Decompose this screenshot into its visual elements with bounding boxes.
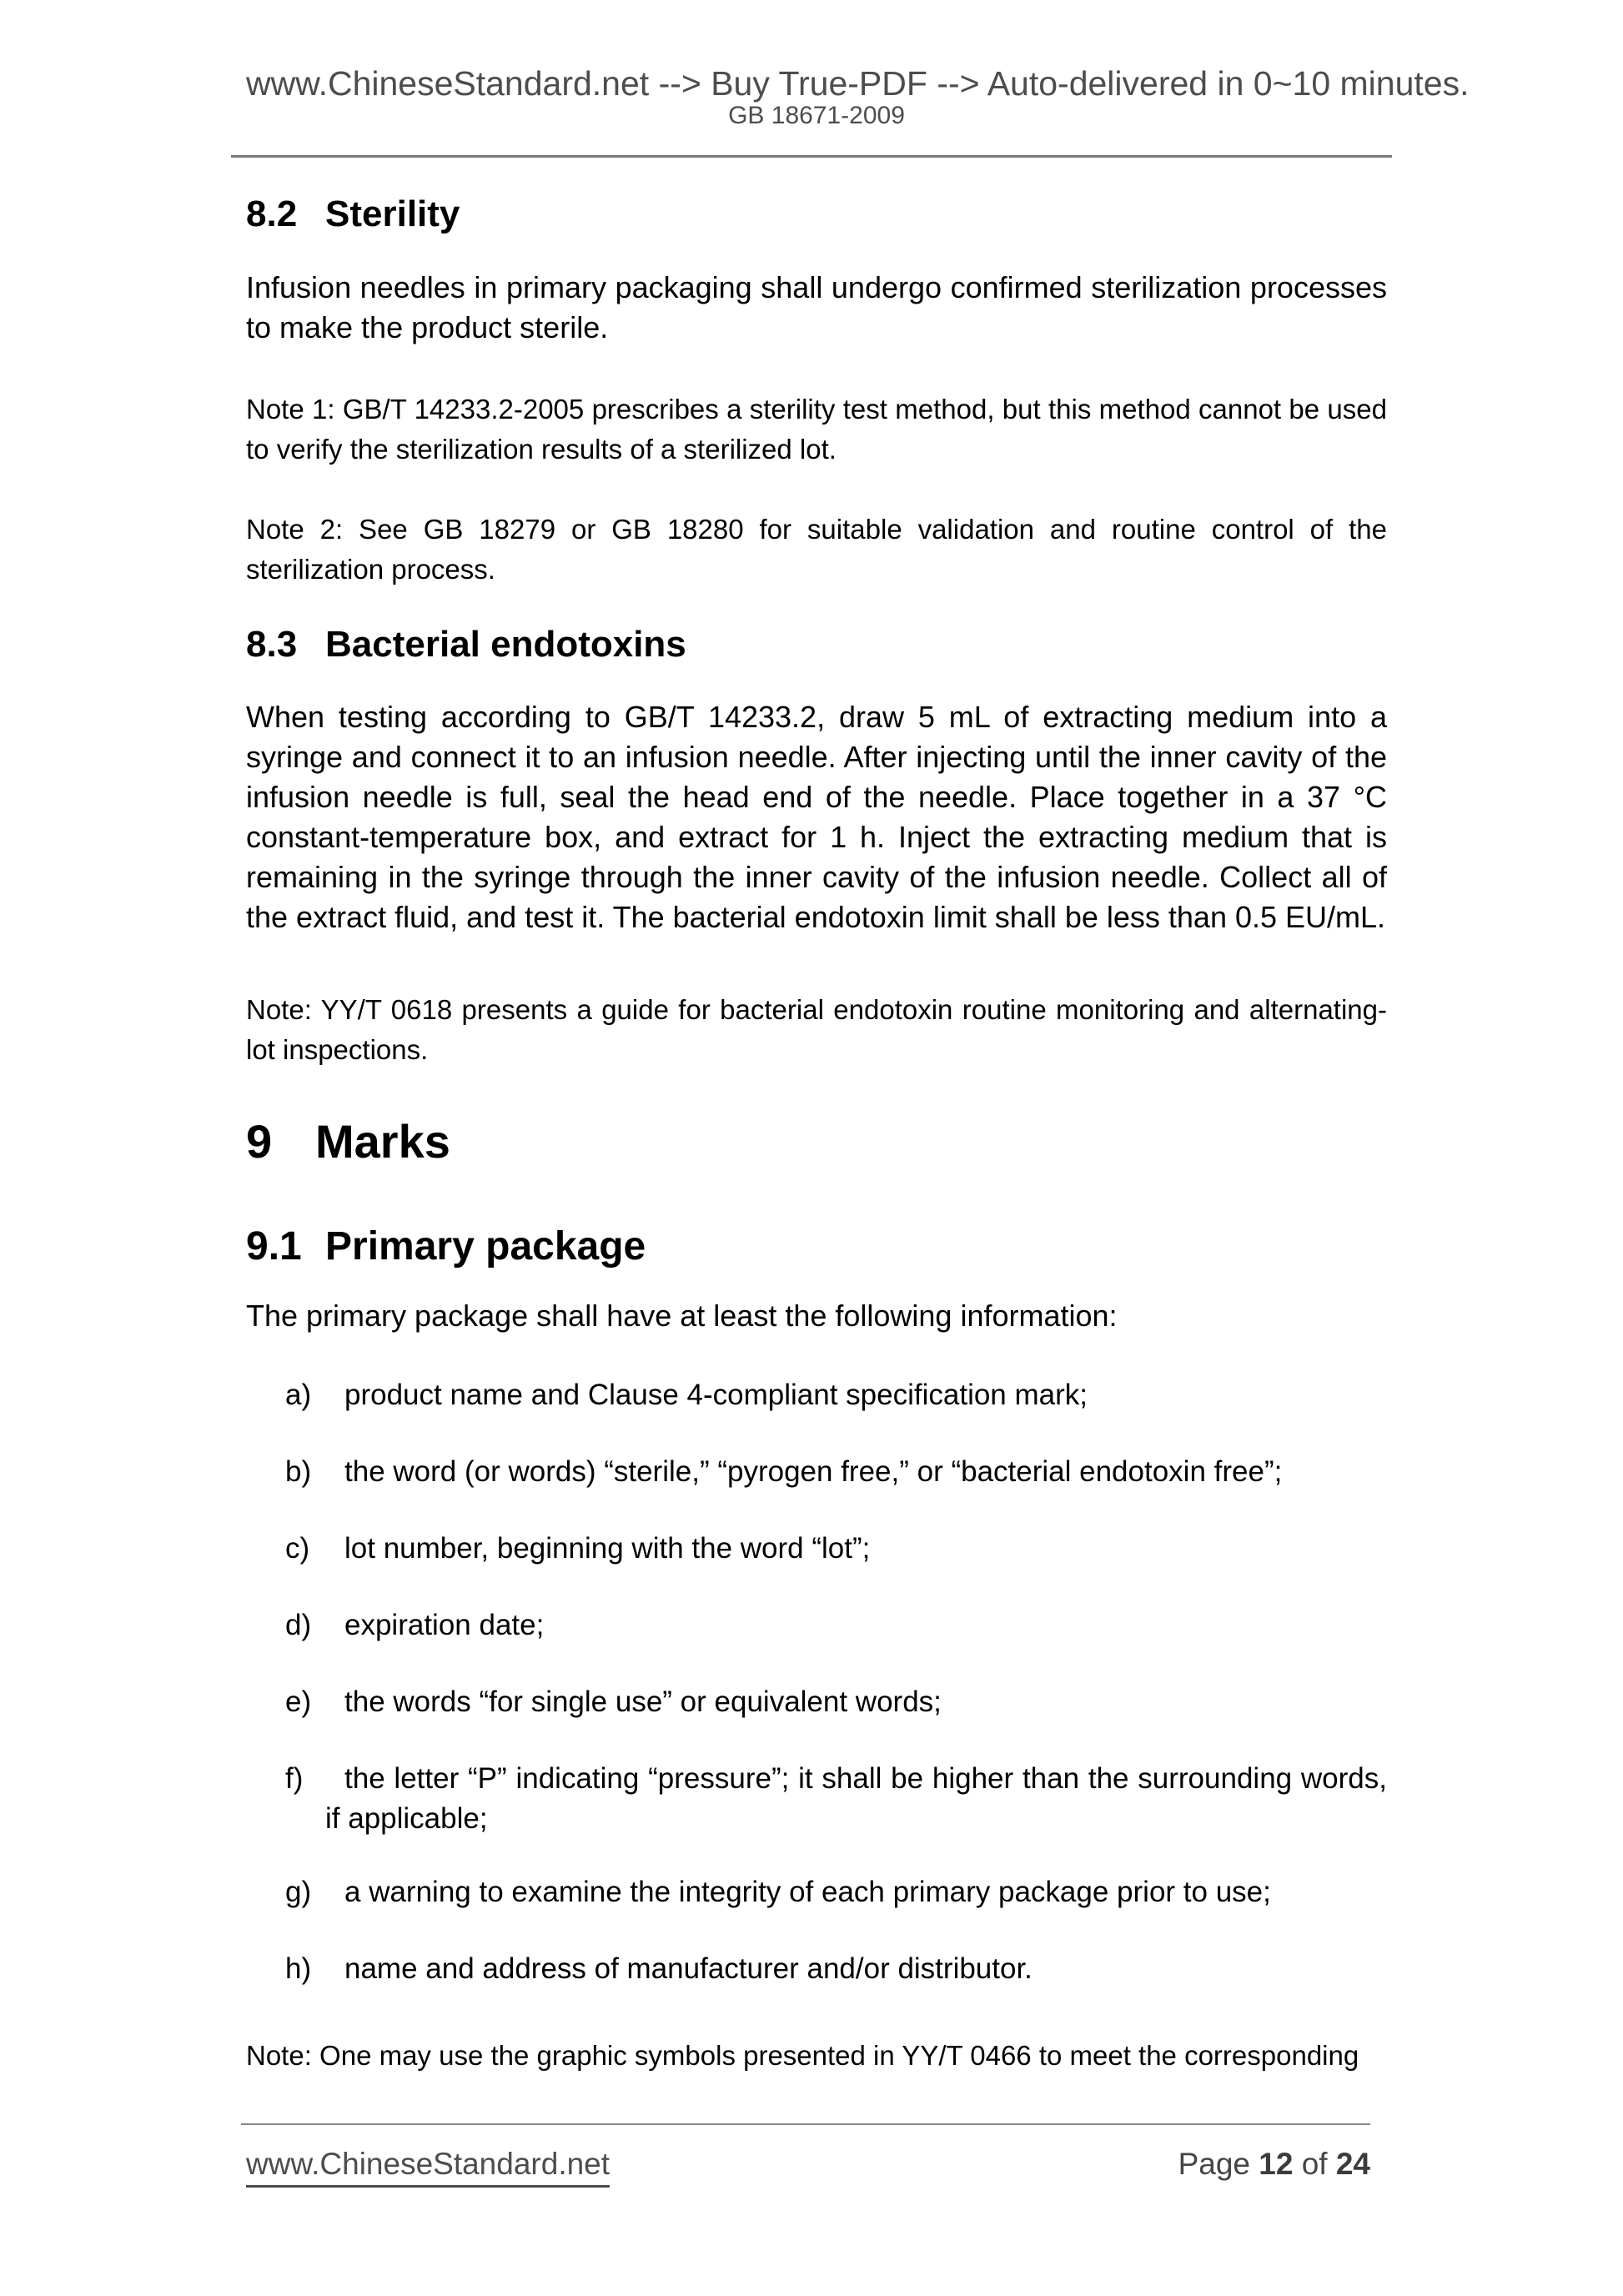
page-total: 24	[1335, 2147, 1370, 2181]
list-item	[246, 1949, 1387, 1989]
item-marker: h)	[285, 1952, 312, 1985]
section-8-2-heading	[246, 193, 1387, 236]
heading-number: 9	[246, 1115, 273, 1168]
item-text: the word (or words) “sterile,” “pyrogen free,” or “bacterial endotoxin free”;	[344, 1455, 1283, 1488]
header-tagline: www.ChineseStandard.net --> Buy True-PDF --> Auto-delivered in 0~10 minutes.	[246, 64, 1470, 103]
page-header	[246, 64, 1470, 130]
section-8-3-note: Note: YY/T 0618 presents a guide for bacterial endotoxin routine monitoring and alternating-lot inspections.	[246, 994, 1387, 1065]
section-9-1-note: Note: One may use the graphic symbols presented in YY/T 0466 to meet the corresponding	[246, 2040, 1359, 2071]
section-8-2-note-1: Note 1: GB/T 14233.2-2005 prescribes a sterility test method, but this method cannot be used to verify the sterilization results of a sterilized lot.	[246, 394, 1387, 465]
heading-title: Marks	[315, 1115, 450, 1168]
heading-title: Primary package	[325, 1224, 646, 1269]
item-text: the words “for single use” or equivalent words;	[344, 1686, 942, 1718]
list-item	[246, 1529, 1387, 1569]
section-9-heading	[246, 1115, 1387, 1168]
section-8-2-note-2: Note 2: See GB 18279 or GB 18280 for suitable validation and routine control of the sterilization process.	[246, 514, 1387, 585]
page-current: 12	[1259, 2147, 1294, 2181]
list-item	[246, 1872, 1387, 1912]
primary-package-list	[246, 1375, 1387, 1989]
header-divider	[231, 155, 1392, 158]
list-item	[246, 1759, 1387, 1839]
item-marker: c)	[285, 1532, 310, 1565]
page-footer	[246, 2123, 1387, 2188]
page-indicator	[1178, 2144, 1370, 2184]
item-marker: d)	[285, 1609, 312, 1641]
section-8-3-paragraph: When testing according to GB/T 14233.2, draw 5 mL of extracting medium into a syringe and connect it to an infusion needle. After injecting until the inner cavity of the infusion needle is full, seal the head end of the needle. Place together in a 37 °C constant-temperature box, and extract for 1 h. Inject the extracting medium that is remaining in the syringe through the inner cavity of the infusion needle. Collect all of the extract fluid, and test it. The bacterial endotoxin limit shall be less than 0.5 EU/mL.	[246, 700, 1387, 934]
section-9-1-heading	[246, 1223, 1387, 1270]
section-9-1-paragraph: The primary package shall have at least the following information:	[246, 1299, 1118, 1333]
heading-title: Sterility	[325, 193, 460, 234]
section-8-3-heading	[246, 623, 1387, 666]
page-label: Page	[1178, 2147, 1250, 2181]
item-text: name and address of manufacturer and/or distributor.	[344, 1952, 1033, 1985]
item-marker: b)	[285, 1455, 312, 1488]
heading-number: 8.2	[246, 193, 298, 234]
footer-divider	[241, 2123, 1370, 2125]
list-item	[246, 1375, 1387, 1415]
item-text: a warning to examine the integrity of each primary package prior to use;	[344, 1876, 1271, 1908]
heading-number: 8.3	[246, 624, 298, 665]
item-marker: e)	[285, 1686, 312, 1718]
item-text: expiration date;	[344, 1609, 545, 1641]
list-item	[246, 1605, 1387, 1645]
page-separator: of	[1301, 2147, 1328, 2181]
item-text: product name and Clause 4-compliant specification mark;	[344, 1379, 1088, 1411]
footer-site-link[interactable]: www.ChineseStandard.net	[246, 2144, 610, 2188]
heading-number: 9.1	[246, 1224, 302, 1269]
heading-title: Bacterial endotoxins	[325, 624, 686, 665]
item-marker: f)	[285, 1762, 304, 1795]
item-marker: a)	[285, 1379, 312, 1411]
item-text: the letter “P” indicating “pressure”; it shall be higher than the surrounding words, if applicable;	[325, 1762, 1387, 1835]
item-text: lot number, beginning with the word “lot”;	[344, 1532, 871, 1565]
list-item	[246, 1452, 1387, 1492]
section-8-2-paragraph: Infusion needles in primary packaging shall undergo confirmed sterilization processes to make the product sterile.	[246, 270, 1387, 344]
list-item	[246, 1682, 1387, 1722]
document-number: GB 18671-2009	[728, 102, 905, 129]
item-marker: g)	[285, 1876, 312, 1908]
